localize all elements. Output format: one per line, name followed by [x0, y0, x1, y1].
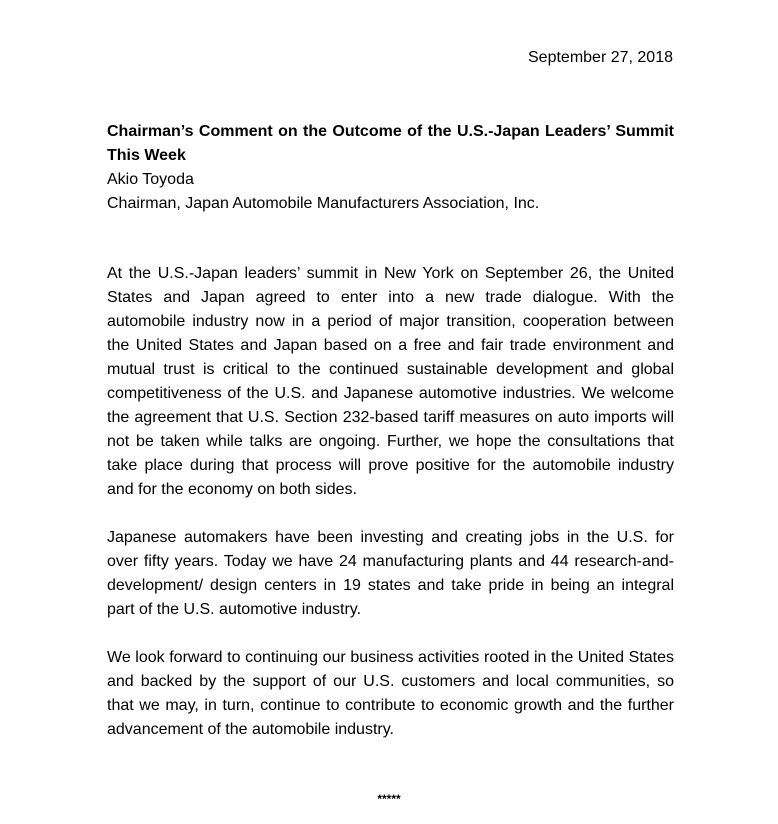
document-header: [107, 120, 674, 216]
body-paragraph: At the U.S.-Japan leaders’ summit in New York on September 26, the United States and Japan agreed to enter into a new trade dialogue. With the automobile industry now in a period of major transition, cooperation between the United States and Japan based on a free and fair trade environment and mutual trust is critical to the continued sustainable development and global competitiveness of the U.S. and Japanese automotive industries. We welcome the agreement that U.S. Section 232-based tariff measures on auto imports will not be taken while talks are ongoing. Further, we hope the consultations that take place during that process will prove positive for the automobile industry and for the economy on both sides.: [107, 265, 674, 498]
author-role: Chairman, Japan Automobile Manufacturers Association, Inc.: [107, 195, 540, 212]
body-paragraph: We look forward to continuing our business activities rooted in the United States and backed by the support of our U.S. customers and local communities, so that we may, in turn, continue to contribute to economic growth and the further advancement of the automobile industry.: [107, 649, 674, 738]
document-body: [107, 262, 674, 742]
document-date: September 27, 2018: [528, 49, 673, 66]
author-name: Akio Toyoda: [107, 171, 194, 188]
end-of-document-mark: *****: [377, 792, 401, 806]
document-title: Chairman’s Comment on the Outcome of the U.S.-Japan Leaders’ Summit This Week: [107, 123, 674, 164]
body-paragraph: Japanese automakers have been investing and creating jobs in the U.S. for over fifty years. Today we have 24 manufacturing plants and 44 research-and-development/ design centers in 19 states and take pride in being an integral part of the U.S. automotive industry.: [107, 529, 674, 618]
